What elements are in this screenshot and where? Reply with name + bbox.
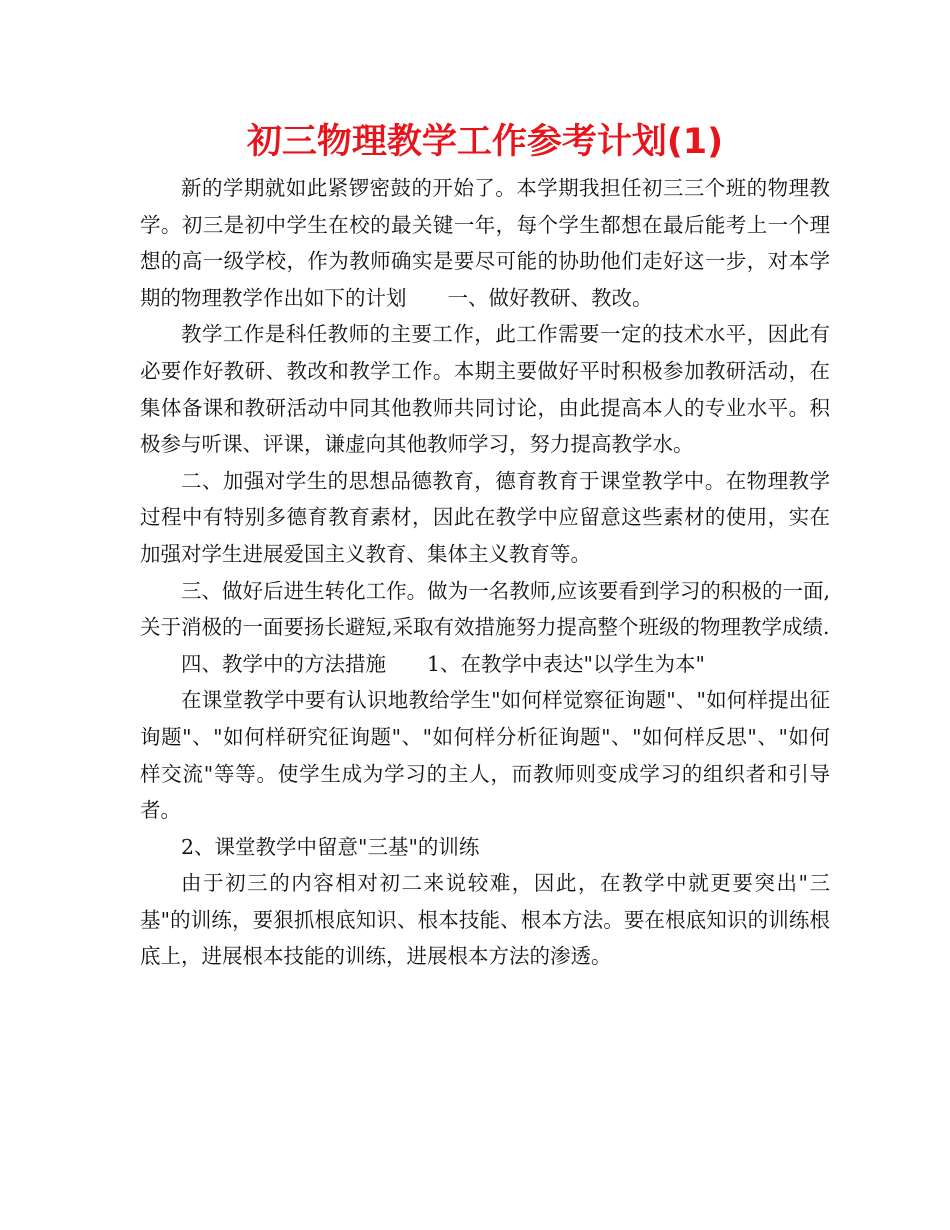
paragraph-intro: 新的学期就如此紧锣密鼓的开始了。本学期我担任初三三个班的物理教学。初三是初中学生在校的最关键一年，每个学生都想在最后能考上一个理想的高一级学校，作为教师确实是要尽可能的协助他们走好这一步，对本学期的物理教学作出如下的计划 一、做好教研、教改。 <box>140 176 830 310</box>
document-title: 初三物理教学工作参考计划(1) <box>246 122 724 162</box>
paragraph-three-basics-heading: 2、课堂教学中留意"三基"的训练 <box>181 834 480 859</box>
document-page <box>140 118 830 975</box>
paragraph-student-centered: 在课堂教学中要有认识地教给学生"如何样觉察征询题"、"如何样提出征询题"、"如何样研究征询题"、"如何样分析征询题"、"如何样反思"、"如何样交流"等等。使学生成为学习的主人，而教师则变成学习的组织者和引导者。 <box>140 688 830 823</box>
paragraph-underachievers: 三、做好后进生转化工作。做为一名教师,应该要看到学习的积极的一面,关于消极的一面要扬长避短,采取有效措施努力提高整个班级的物理教学成绩. <box>140 578 830 640</box>
paragraph-three-basics: 由于初三的内容相对初二来说较难，因此，在教学中就更要突出"三基"的训练，要狠抓根底知识、根本技能、根本方法。要在根底知识的训练根底上，进展根本技能的训练，进展根本方法的渗透。 <box>140 871 830 969</box>
paragraph-moral-education: 二、加强对学生的思想品德教育，德育教育于课堂教学中。在物理教学过程中有特别多德育教育素材，因此在教学中应留意这些素材的使用，实在加强对学生进展爱国主义教育、集体主义教育等。 <box>140 468 830 566</box>
paragraph-methods-heading: 四、教学中的方法措施 1、在教学中表达"以学生为本" <box>181 651 705 676</box>
paragraph-teaching-research: 教学工作是科任教师的主要工作，此工作需要一定的技术水平，因此有必要作好教研、教改和教学工作。本期主要做好平时积极参加教研活动，在集体备课和教研活动中同其他教师共同讨论，由此提高本人的专业水平。积极参与听课、评课，谦虚向其他教师学习，努力提高教学水。 <box>140 322 830 457</box>
